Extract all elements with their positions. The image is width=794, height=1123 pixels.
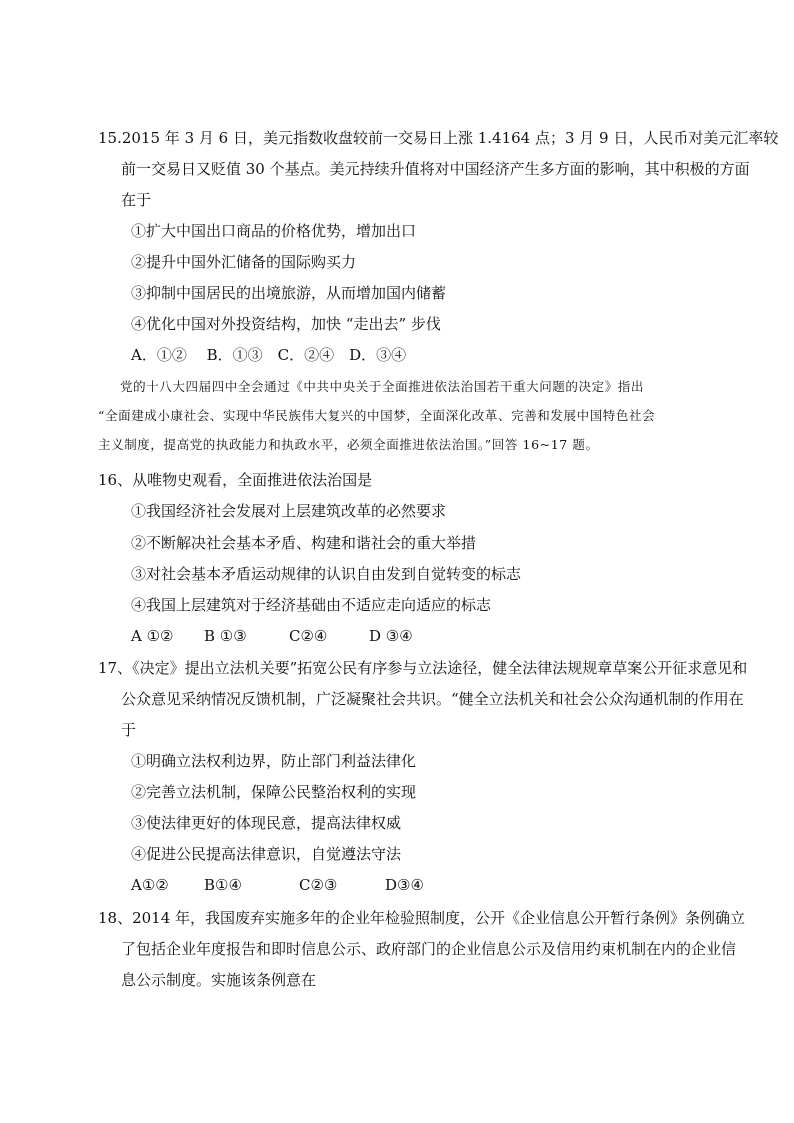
passage-line-1: 党的十八大四届四中全会通过《中共中央关于全面推进依法治国若干重大问题的决定》指出 (120, 379, 645, 394)
q16-item-1: ①我国经济社会发展对上层建筑改革的必然要求 (131, 502, 447, 520)
q17-stem-line-1: 17、《决定》提出立法机关要”拓宽公民有序参与立法途径，健全法律法规规章草案公开征求意见和 (98, 659, 748, 677)
q18-stem-line-1: 18、2014 年，我国废弃实施多年的企业年检验照制度，公开《企业信息公开暂行条例》条例确立 (98, 909, 746, 927)
q17-options (131, 875, 424, 895)
q15-item-4: ④优化中国对外投资结构，加快 “走出去” 步伐 (131, 315, 441, 333)
q17-option-d: D③④ (385, 876, 424, 894)
passage-line-3: 主义制度，提高党的执政能力和执政水平，必须全面推进依法治国。”回答 16~17 题。 (98, 437, 599, 452)
q16-option-a: A ①② (131, 627, 174, 645)
passage-line-2: “全面建成小康社会、实现中华民族伟大复兴的中国梦，全面深化改革、完善和发展中国特色社会 (98, 408, 656, 423)
q15-stem-line-2: 前一交易日又贬值 30 个基点。美元持续升值将对中国经济产生多方面的影响，其中积极的方面 (121, 160, 750, 178)
q18-stem-line-2: 了包括企业年度报告和即时信息公示、政府部门的企业信息公示及信用约束机制在内的企业信 (121, 940, 737, 958)
q15-item-3: ③抑制中国居民的出境旅游，从而增加国内储蓄 (131, 284, 447, 302)
q17-item-2: ②完善立法机制，保障公民整治权利的实现 (131, 783, 417, 801)
q15-item-1: ①扩大中国出口商品的价格优势，增加出口 (131, 222, 417, 240)
q15-stem-line-3: 在于 (121, 191, 152, 209)
q16-option-d: D ③④ (369, 627, 413, 645)
q15-item-2: ②提升中国外汇储备的国际购买力 (131, 253, 357, 271)
q16-option-b: B ①③ (204, 627, 247, 645)
q16-item-4: ④我国上层建筑对于经济基础由不适应走向适应的标志 (131, 596, 492, 614)
q16-stem: 16、从唯物史观看，全面推进依法治国是 (98, 471, 373, 489)
q17-option-a: A①② (131, 876, 169, 894)
q15-options: A．①② B．①③ C．②④ D．③④ (131, 346, 407, 364)
q16-options (131, 626, 413, 646)
q18-stem-line-3: 息公示制度。实施该条例意在 (121, 971, 317, 989)
q16-item-3: ③对社会基本矛盾运动规律的认识自由发到自觉转变的标志 (131, 565, 522, 583)
q17-item-4: ④促进公民提高法律意识，自觉遵法守法 (131, 845, 402, 863)
q17-item-3: ③使法律更好的体现民意，提高法律权威 (131, 814, 402, 832)
q17-option-b: B①④ (204, 876, 242, 894)
q16-item-2: ②不断解决社会基本矛盾、构建和谐社会的重大举措 (131, 534, 477, 552)
q17-option-c: C②③ (299, 876, 338, 894)
q16-option-c: C②④ (289, 627, 328, 645)
q17-stem-line-2: 公众意见采纳情况反馈机制，广泛凝聚社会共识。“健全立法机关和社会公众沟通机制的作用在 (121, 690, 744, 708)
q15-stem-line-1: 15.2015 年 3 月 6 日，美元指数收盘较前一交易日上涨 1.4164 点；3 月 9 日，人民币对美元汇率较 (98, 129, 779, 147)
q17-item-1: ①明确立法权利边界，防止部门利益法律化 (131, 752, 417, 770)
q17-stem-line-3: 于 (121, 721, 137, 739)
